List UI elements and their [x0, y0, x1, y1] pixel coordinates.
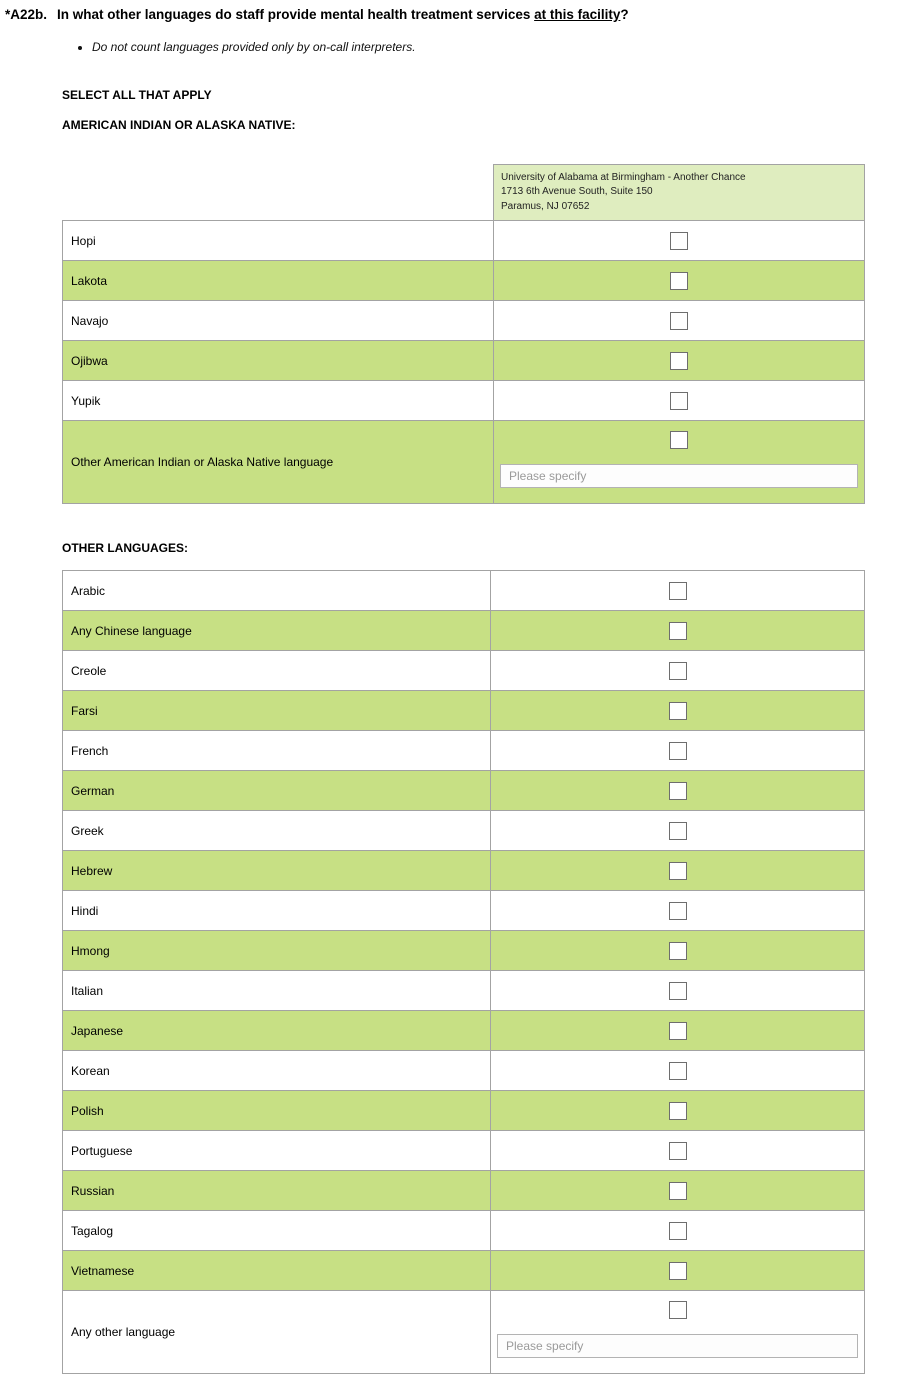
- checkbox-lakota[interactable]: [670, 272, 688, 290]
- question-header: [0, 0, 921, 24]
- section-header-american-indian: AMERICAN INDIAN OR ALASKA NATIVE:: [62, 117, 296, 132]
- table-row: [63, 931, 865, 971]
- facility-address-line2: Paramus, NJ 07652: [501, 200, 590, 212]
- checkbox-farsi[interactable]: [669, 702, 687, 720]
- checkbox-german[interactable]: [669, 782, 687, 800]
- table-row: [63, 1171, 865, 1211]
- table-row: [63, 1011, 865, 1051]
- checkbox-korean[interactable]: [669, 1062, 687, 1080]
- language-label-hmong: Hmong: [63, 931, 491, 971]
- checkbox-hindi[interactable]: [669, 902, 687, 920]
- question-text-before: In what other languages do staff provide mental health treatment services: [57, 7, 535, 22]
- facility-address-line1: 1713 6th Avenue South, Suite 150: [501, 186, 653, 198]
- answer-cell-vietnamese: [491, 1251, 865, 1291]
- language-label-french: French: [63, 731, 491, 771]
- table-row: [63, 381, 865, 421]
- answer-cell-arabic: [491, 571, 865, 611]
- checkbox-yupik[interactable]: [670, 392, 688, 410]
- table-row: [63, 1251, 865, 1291]
- question-text-underlined: at this facility: [534, 7, 621, 22]
- checkbox-other-american-indian-or-alaska-native-language[interactable]: [670, 431, 688, 449]
- language-label-other-american-indian-or-alaska-native-language: Other American Indian or Alaska Native language: [63, 421, 494, 504]
- answer-cell-any-chinese-language: [491, 611, 865, 651]
- language-label-farsi: Farsi: [63, 691, 491, 731]
- facility-header-cell: [494, 164, 865, 221]
- table-row: [63, 891, 865, 931]
- answer-cell-japanese: [491, 1011, 865, 1051]
- checkbox-french[interactable]: [669, 742, 687, 760]
- answer-cell-russian: [491, 1171, 865, 1211]
- form-content: [62, 88, 864, 1375]
- checkbox-any-chinese-language[interactable]: [669, 622, 687, 640]
- checkbox-greek[interactable]: [669, 822, 687, 840]
- checkbox-ojibwa[interactable]: [670, 352, 688, 370]
- checkbox-arabic[interactable]: [669, 582, 687, 600]
- facility-name: University of Alabama at Birmingham - Another Chance: [501, 171, 746, 183]
- answer-cell-korean: [491, 1051, 865, 1091]
- table-row: [63, 571, 865, 611]
- language-label-any-chinese-language: Any Chinese language: [63, 611, 491, 651]
- question-text: [57, 7, 629, 24]
- answer-cell-ojibwa: [494, 341, 865, 381]
- table-row: [63, 771, 865, 811]
- checkbox-any-other-language[interactable]: [669, 1301, 687, 1319]
- language-label-polish: Polish: [63, 1091, 491, 1131]
- table-row: [63, 341, 865, 381]
- specify-input-other-american-indian-or-alaska-native-language[interactable]: [500, 464, 858, 488]
- checkbox-tagalog[interactable]: [669, 1222, 687, 1240]
- answer-cell-german: [491, 771, 865, 811]
- table-row: [63, 1211, 865, 1251]
- checkbox-creole[interactable]: [669, 662, 687, 680]
- answer-cell-creole: [491, 651, 865, 691]
- language-label-hebrew: Hebrew: [63, 851, 491, 891]
- table-row: [63, 1051, 865, 1091]
- language-label-tagalog: Tagalog: [63, 1211, 491, 1251]
- language-label-japanese: Japanese: [63, 1011, 491, 1051]
- specify-input-any-other-language[interactable]: [497, 1334, 858, 1358]
- table-row: [63, 851, 865, 891]
- language-label-yupik: Yupik: [63, 381, 494, 421]
- language-label-ojibwa: Ojibwa: [63, 341, 494, 381]
- language-label-russian: Russian: [63, 1171, 491, 1211]
- facility-header-row: [63, 164, 865, 221]
- header-spacer-cell: [63, 164, 494, 221]
- language-label-korean: Korean: [63, 1051, 491, 1091]
- answer-cell-any-other-language: [491, 1291, 865, 1374]
- table-row: [63, 1091, 865, 1131]
- checkbox-portuguese[interactable]: [669, 1142, 687, 1160]
- table-row: [63, 1291, 865, 1374]
- other-languages-table: [62, 570, 865, 1374]
- checkbox-hebrew[interactable]: [669, 862, 687, 880]
- language-label-navajo: Navajo: [63, 301, 494, 341]
- language-label-german: German: [63, 771, 491, 811]
- answer-cell-italian: [491, 971, 865, 1011]
- answer-cell-greek: [491, 811, 865, 851]
- checkbox-japanese[interactable]: [669, 1022, 687, 1040]
- checkbox-russian[interactable]: [669, 1182, 687, 1200]
- answer-cell-navajo: [494, 301, 865, 341]
- answer-cell-french: [491, 731, 865, 771]
- language-label-vietnamese: Vietnamese: [63, 1251, 491, 1291]
- answer-cell-hmong: [491, 931, 865, 971]
- table-row: [63, 611, 865, 651]
- answer-cell-other-american-indian-or-alaska-native-language: [494, 421, 865, 504]
- language-label-lakota: Lakota: [63, 261, 494, 301]
- checkbox-navajo[interactable]: [670, 312, 688, 330]
- language-label-greek: Greek: [63, 811, 491, 851]
- table-row: [63, 421, 865, 504]
- table-row: [63, 301, 865, 341]
- question-number: *A22b.: [5, 7, 48, 22]
- language-label-arabic: Arabic: [63, 571, 491, 611]
- checkbox-hmong[interactable]: [669, 942, 687, 960]
- answer-cell-tagalog: [491, 1211, 865, 1251]
- language-label-portuguese: Portuguese: [63, 1131, 491, 1171]
- checkbox-vietnamese[interactable]: [669, 1262, 687, 1280]
- question-note: • Do not count languages provided only by on-call interpreters.: [92, 40, 921, 54]
- language-label-hindi: Hindi: [63, 891, 491, 931]
- answer-cell-lakota: [494, 261, 865, 301]
- american-indian-table: [62, 164, 865, 505]
- table-row: [63, 811, 865, 851]
- section-header-other-languages: OTHER LANGUAGES:: [62, 541, 188, 556]
- answer-cell-hopi: [494, 221, 865, 261]
- checkbox-italian[interactable]: [669, 982, 687, 1000]
- language-label-creole: Creole: [63, 651, 491, 691]
- table-row: [63, 731, 865, 771]
- answer-cell-polish: [491, 1091, 865, 1131]
- answer-cell-hebrew: [491, 851, 865, 891]
- language-label-italian: Italian: [63, 971, 491, 1011]
- table-row: [63, 261, 865, 301]
- select-all-instruction: SELECT ALL THAT APPLY: [62, 87, 212, 102]
- answer-cell-farsi: [491, 691, 865, 731]
- table-row: [63, 651, 865, 691]
- answer-cell-hindi: [491, 891, 865, 931]
- table-row: [63, 221, 865, 261]
- question-notes: [92, 40, 921, 54]
- answer-cell-yupik: [494, 381, 865, 421]
- answer-cell-portuguese: [491, 1131, 865, 1171]
- table-row: [63, 691, 865, 731]
- question-text-after: ?: [620, 7, 629, 22]
- language-label-hopi: Hopi: [63, 221, 494, 261]
- table-row: [63, 971, 865, 1011]
- checkbox-hopi[interactable]: [670, 232, 688, 250]
- checkbox-polish[interactable]: [669, 1102, 687, 1120]
- table-row: [63, 1131, 865, 1171]
- language-label-any-other-language: Any other language: [63, 1291, 491, 1374]
